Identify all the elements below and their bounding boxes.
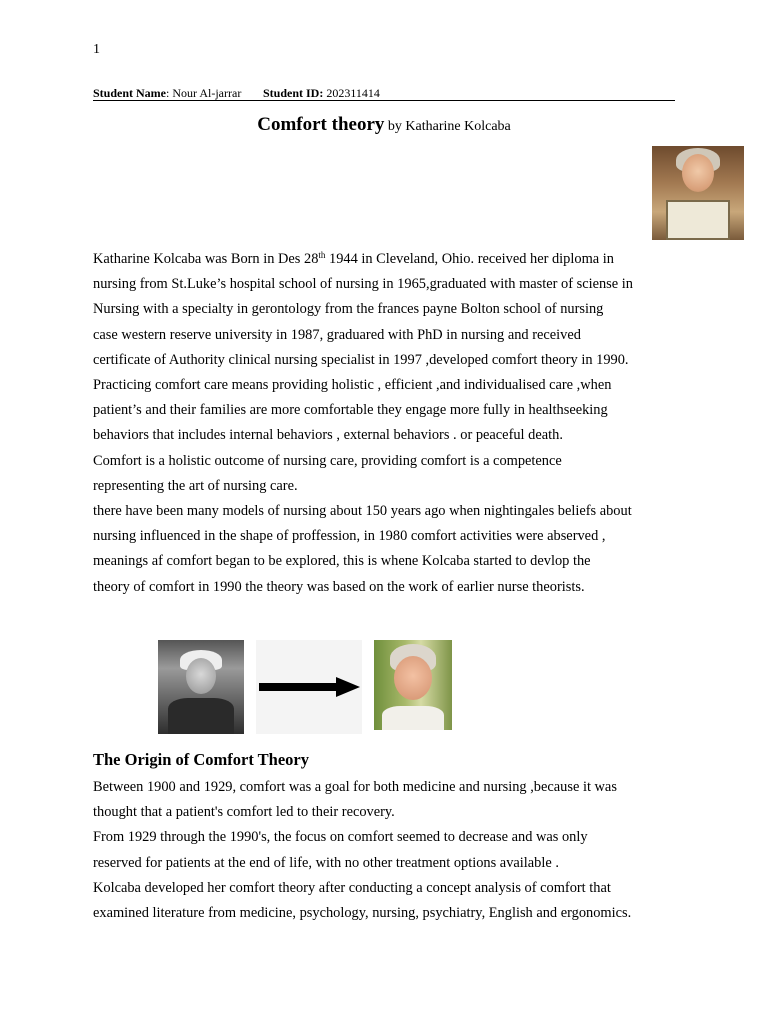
intro-line: certificate of Authority clinical nursing specialist in 1997 ,developed comfort theory in 1990.: [93, 351, 629, 368]
arrow-right-icon: [336, 677, 360, 697]
kolcaba-photo-with-certificate: [652, 146, 744, 240]
intro-line: [93, 247, 683, 272]
origin-line: Kolcaba developed her comfort theory after conducting a concept analysis of comfort that: [93, 879, 611, 896]
student-header: [93, 86, 675, 101]
intro-line: behaviors that includes internal behaviors , external behaviors . or peaceful death.: [93, 427, 563, 444]
intro-line: case western reserve university in 1987, graduared with PhD in nursing and received: [93, 326, 581, 343]
portrait-dress: [168, 698, 234, 734]
student-name-label: Student Name: [93, 86, 167, 100]
intro-line: meanings af comfort began to be explored, this is whene Kolcaba started to devlop the: [93, 553, 591, 570]
origin-line: examined literature from medicine, psychology, nursing, psychiatry, English and ergonomics.: [93, 905, 632, 922]
intro-line: patient’s and their families are more comfortable they engage more fully in healthseeking: [93, 402, 608, 419]
nightingale-portrait: [158, 640, 244, 734]
origin-line: Between 1900 and 1929, comfort was a goal for both medicine and nursing ,because it was: [93, 779, 617, 795]
title-main: Comfort theory: [257, 114, 385, 135]
student-name-value: : Nour Al-jarrar: [166, 86, 242, 100]
intro-line-1-end: 1944 in Cleveland, Ohio. received her diploma in: [325, 251, 614, 267]
intro-line-1-start: Katharine Kolcaba was Born in Des 28: [93, 251, 319, 267]
intro-line: Practicing comfort care means providing holistic , efficient ,and individualised care ,when: [93, 377, 612, 394]
arrow-graphic: [256, 640, 362, 734]
page-number: 1: [93, 42, 100, 57]
arrow-shaft: [259, 683, 337, 691]
intro-line: nursing influenced in the shape of proffession, in 1980 comfort activities were abserved ,: [93, 528, 606, 545]
intro-line: nursing from St.Luke’s hospital school of nursing in 1965,graduated with master of sciense in: [93, 276, 633, 293]
portrait-top: [382, 706, 444, 730]
kolcaba-portrait: [374, 640, 452, 730]
intro-line: theory of comfort in 1990 the theory was based on the work of earlier nurse theorists.: [93, 578, 585, 595]
intro-line: representing the art of nursing care.: [93, 477, 298, 494]
origin-line: From 1929 through the 1990's, the focus on comfort seemed to decrease and was only: [93, 829, 588, 846]
title-author: by Katharine Kolcaba: [384, 119, 511, 134]
student-id-label: Student ID:: [263, 86, 324, 100]
student-id-value: 202311414: [323, 86, 380, 100]
origin-paragraph: [93, 775, 693, 926]
origin-line: thought that a patient's comfort led to their recovery.: [93, 804, 395, 821]
document-title: [0, 114, 768, 136]
student-name: [93, 86, 241, 101]
portrait-face: [394, 656, 432, 700]
photo-certificate: [666, 200, 730, 240]
section-heading-origin: The Origin of Comfort Theory: [93, 750, 310, 769]
intro-line: Comfort is a holistic outcome of nursing care, providing comfort is a competence: [93, 452, 562, 469]
portrait-face: [186, 658, 216, 694]
superscript-th: th: [318, 250, 326, 260]
student-id: [263, 86, 380, 101]
photo-face: [682, 154, 714, 192]
intro-line: there have been many models of nursing about 150 years ago when nightingales beliefs about: [93, 503, 632, 520]
intro-paragraph: [93, 247, 683, 600]
intro-line: Nursing with a specialty in gerontology from the frances payne Bolton school of nursing: [93, 301, 604, 318]
origin-line: reserved for patients at the end of life, with no other treatment options available .: [93, 854, 559, 871]
